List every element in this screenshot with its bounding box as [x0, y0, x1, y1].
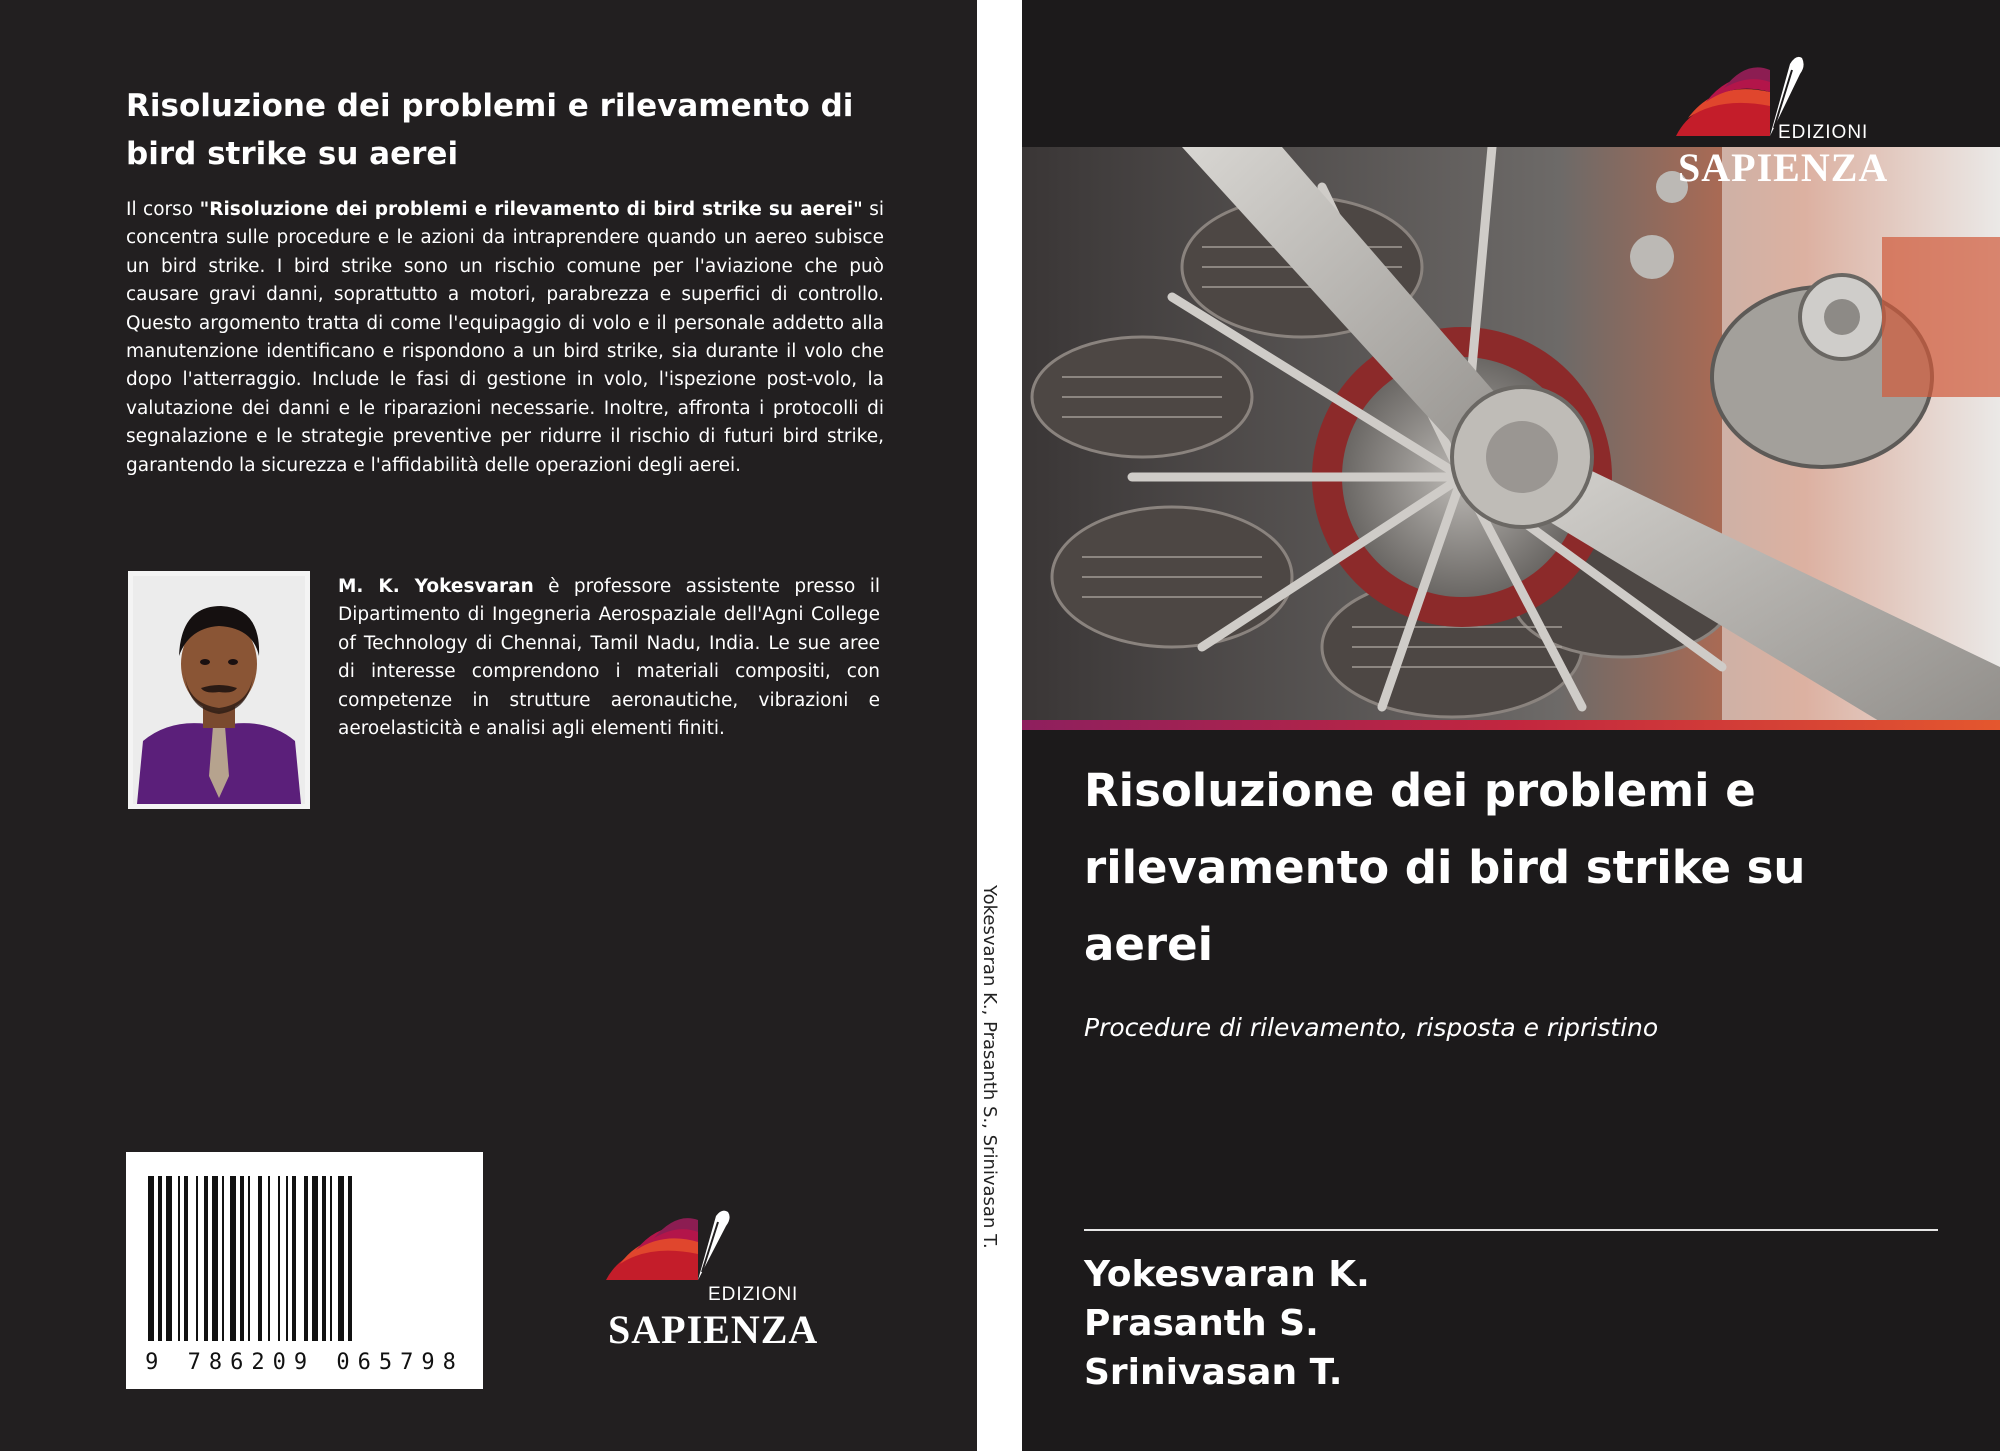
barcode-bar — [322, 1176, 326, 1341]
barcode-bar — [230, 1176, 236, 1341]
barcode-bar — [158, 1176, 162, 1341]
barcode-bar — [222, 1176, 224, 1341]
author-photo — [128, 571, 310, 809]
barcode-bar — [240, 1176, 244, 1341]
barcode-bar — [212, 1176, 218, 1341]
barcode-bar — [304, 1176, 308, 1341]
publisher-logo-back — [598, 1208, 819, 1352]
barcode-bar — [166, 1176, 172, 1341]
barcode-bar — [258, 1176, 262, 1341]
accent-stripe — [1022, 720, 2000, 730]
barcode-bar — [184, 1176, 188, 1341]
front-cover-title: Risoluzione dei problemi e rilevamento di bird strike su aerei — [1084, 764, 1806, 971]
logo-edizioni: EDIZIONI — [708, 1284, 799, 1305]
author-2: Prasanth S. — [1084, 1303, 1319, 1344]
logo-edizioni: EDIZIONI — [1778, 122, 1869, 143]
back-cover — [0, 0, 977, 1451]
barcode-bar — [286, 1176, 288, 1341]
barcode-bar — [196, 1176, 198, 1341]
radial-engine-image — [1022, 147, 2000, 720]
barcode-bar — [248, 1176, 250, 1341]
author-3: Srinivasan T. — [1084, 1352, 1343, 1393]
barcode-bar — [268, 1176, 270, 1341]
publisher-logo-front — [1658, 52, 1888, 192]
author-1: Yokesvaran K. — [1084, 1254, 1370, 1295]
logo-fan-icon — [598, 1208, 818, 1288]
isbn-digits: 9 786209 065798 — [145, 1350, 464, 1375]
back-cover-title: Risoluzione dei problemi e rilevamento di bird strike su aerei — [126, 88, 854, 172]
blurb-intro: Il corso — [126, 199, 200, 220]
author-bio-text: è professore assistente presso il Dipartimento di Ingegneria Aerospaziale dell'Agni College of Technology di Chennai, Tamil Nadu, India. Le sue aree di interesse comprendono i materiali compositi, con competenze in strutture aeronautiche, vibrazioni e aeroelasticità e analisi agli elementi finiti. — [338, 576, 880, 740]
barcode-bar — [312, 1176, 318, 1341]
barcode-bar — [178, 1176, 180, 1341]
barcode-bar — [204, 1176, 208, 1341]
barcode-bar — [338, 1176, 344, 1341]
front-cover-subtitle: Procedure di rilevamento, risposta e ripristino — [1084, 1013, 1659, 1042]
spine-authors: Yokesvaran K., Prasanth S., Srinivasan T. — [979, 885, 1000, 1249]
blurb-course-title: "Risoluzione dei problemi e rilevamento di bird strike su aerei" — [199, 199, 863, 220]
author-bio — [338, 573, 880, 743]
cover-photo-radial-engine — [1022, 147, 2000, 720]
barcode-bar — [278, 1176, 280, 1341]
barcode-bar — [292, 1176, 296, 1341]
author-name: M. K. Yokesvaran — [338, 576, 534, 597]
barcode-bar — [148, 1176, 154, 1341]
logo-sapienza: SAPIENZA — [1678, 145, 1889, 190]
author-portrait — [133, 576, 305, 804]
barcode-bar — [348, 1176, 352, 1341]
divider-line — [1084, 1229, 1938, 1231]
isbn-barcode — [126, 1152, 483, 1389]
blurb-body: si concentra sulle procedure e le azioni da intraprendere quando un aereo subisce un bird strike. I bird strike sono un rischio comune per l'aviazione che può causare gravi danni, soprattutto a motori, parabrezza e superfici di controllo. Questo argomento tratta di come l'equipaggio di volo e il personale addetto alla manutenzione identificano e rispondono a un bird strike, sia durante il volo che dopo l'atterraggio. Include le fasi di gestione in volo, l'ispezione post-volo, la valutazione dei danni e le riparazioni necessarie. Inoltre, affronta i protocolli di segnalazione e le strategie preventive per ridurre il rischio di futuri bird strike, garantendo la sicurezza e l'affidabilità delle operazioni degli aerei. — [126, 199, 884, 476]
back-cover-blurb — [126, 196, 884, 480]
front-cover-authors — [1084, 1250, 1370, 1397]
logo-sapienza: SAPIENZA — [608, 1307, 819, 1352]
barcode-bar — [330, 1176, 332, 1341]
